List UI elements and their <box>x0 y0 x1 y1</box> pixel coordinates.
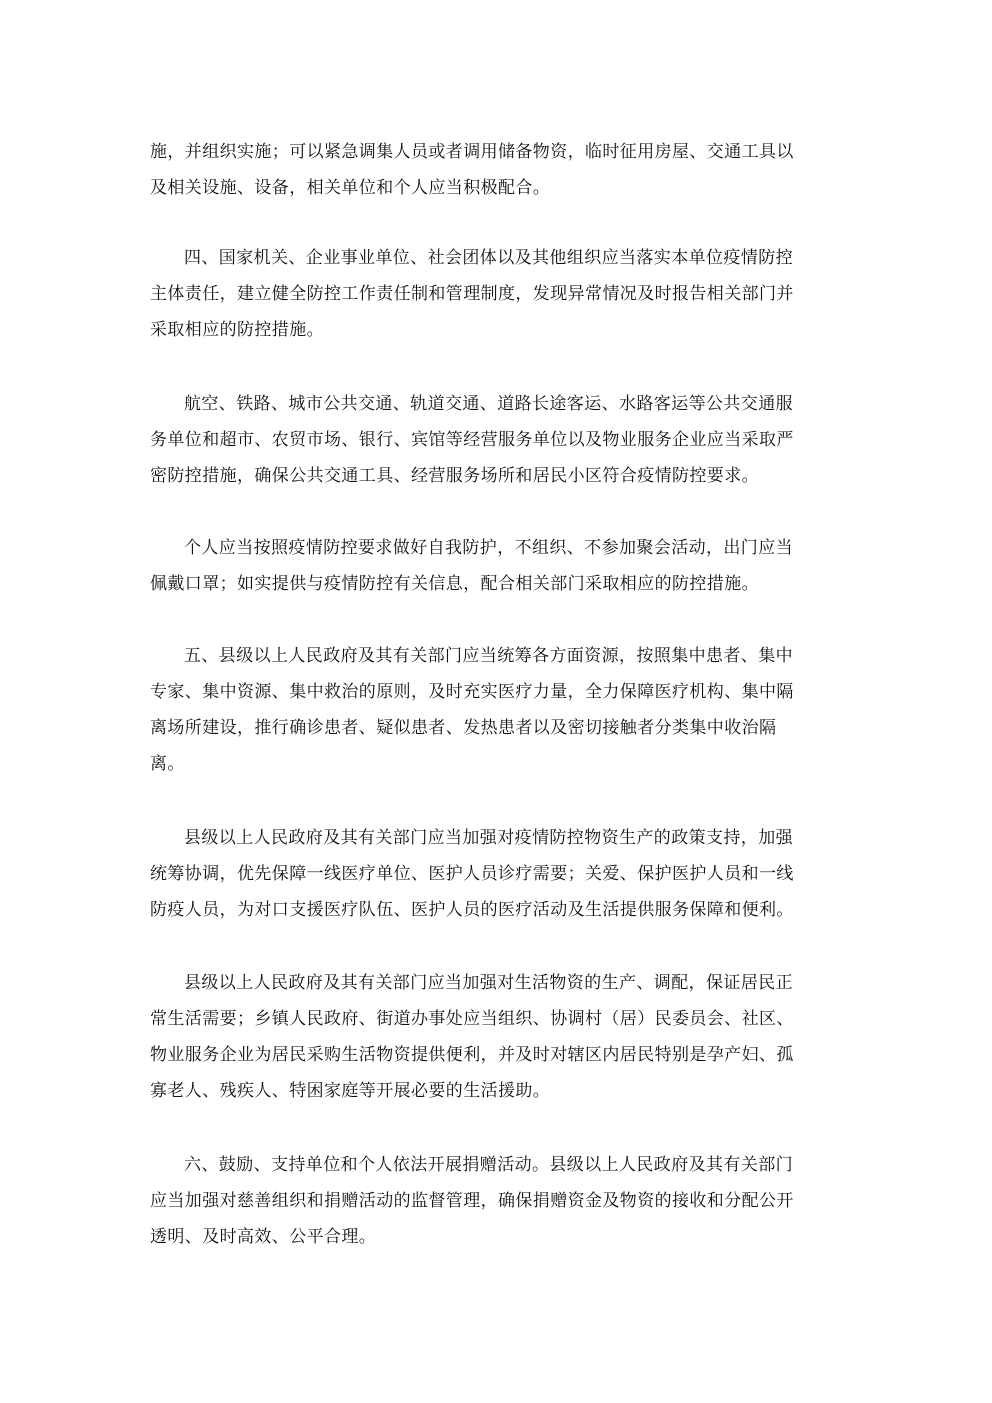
text-line: 六、鼓励、支持单位和个人依法开展捐赠活动。县级以上人民政府及其有关部门 <box>184 1155 793 1175</box>
text-line: 航空、铁路、城市公共交通、轨道交通、道路长途客运、水路客运等公共交通服 <box>184 394 793 414</box>
text-line: 县级以上人民政府及其有关部门应当加强对生活物资的生产、调配，保证居民正 <box>184 973 793 993</box>
text-line: 应当加强对慈善组织和捐赠活动的监督管理，确保捐赠资金及物资的接收和分配公开 <box>150 1191 794 1211</box>
paragraph-article-5 <box>150 638 840 782</box>
paragraph-personal-protection <box>150 530 840 602</box>
text-line: 务单位和超市、农贸市场、银行、宾馆等经营服务单位以及物业服务企业应当采取严 <box>150 430 794 450</box>
text-line: 个人应当按照疫情防控要求做好自我防护，不组织、不参加聚会活动，出门应当 <box>184 538 793 558</box>
text-line: 采取相应的防控措施。 <box>150 320 324 340</box>
paragraph-supply-support <box>150 820 840 928</box>
text-line: 物业服务企业为居民采购生活物资提供便利，并及时对辖区内居民特别是孕产妇、孤 <box>150 1045 794 1065</box>
text-line: 施，并组织实施；可以紧急调集人员或者调用储备物资，临时征用房屋、交通工具以 <box>150 142 794 162</box>
text-line: 离场所建设，推行确诊患者、疑似患者、发热患者以及密切接触者分类集中收治隔 <box>150 718 777 738</box>
text-line: 离。 <box>150 754 185 774</box>
text-line: 五、县级以上人民政府及其有关部门应当统筹各方面资源，按照集中患者、集中 <box>184 646 793 666</box>
text-line: 防疫人员，为对口支援医疗队伍、医护人员的医疗活动及生活提供服务保障和便利。 <box>150 900 794 920</box>
text-line: 统筹协调，优先保障一线医疗单位、医护人员诊疗需要；关爱、保护医护人员和一线 <box>150 864 794 884</box>
paragraph-public-transport <box>150 386 840 494</box>
text-line: 县级以上人民政府及其有关部门应当加强对疫情防控物资生产的政策支持，加强 <box>184 828 793 848</box>
paragraph-article-6 <box>150 1147 840 1255</box>
text-line: 主体责任，建立健全防控工作责任制和管理制度，发现异常情况及时报告相关部门并 <box>150 284 794 304</box>
text-line: 寡老人、残疾人、特困家庭等开展必要的生活援助。 <box>150 1081 551 1101</box>
paragraph-continuation <box>150 134 840 206</box>
paragraph-living-supplies <box>150 965 840 1109</box>
paragraph-article-4 <box>150 240 840 348</box>
text-line: 密防控措施，确保公共交通工具、经营服务场所和居民小区符合疫情防控要求。 <box>150 466 759 486</box>
text-line: 专家、集中资源、集中救治的原则，及时充实医疗力量，全力保障医疗机构、集中隔 <box>150 682 794 702</box>
text-line: 及相关设施、设备，相关单位和个人应当积极配合。 <box>150 178 551 198</box>
text-line: 佩戴口罩；如实提供与疫情防控有关信息，配合相关部门采取相应的防控措施。 <box>150 574 759 594</box>
text-line: 透明、及时高效、公平合理。 <box>150 1227 377 1247</box>
text-line: 四、国家机关、企业事业单位、社会团体以及其他组织应当落实本单位疫情防控 <box>184 248 793 268</box>
text-line: 常生活需要；乡镇人民政府、街道办事处应当组织、协调村（居）民委员会、社区、 <box>150 1009 794 1029</box>
